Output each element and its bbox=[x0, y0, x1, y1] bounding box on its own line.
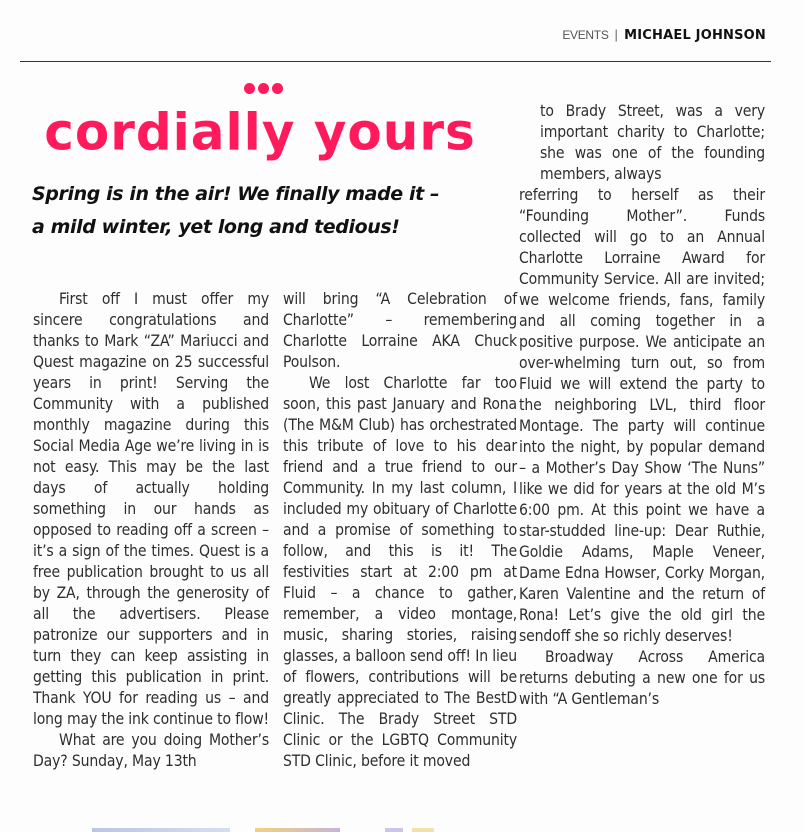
bottom-image-strip bbox=[92, 828, 230, 832]
article-column-3-top bbox=[540, 101, 765, 185]
article-column-1 bbox=[33, 289, 269, 772]
paragraph: will bring “A Celebration of Charlotte” – remembering Charlotte Lorraine AKA Chuck Poulson. bbox=[283, 290, 517, 371]
page-header bbox=[562, 27, 766, 43]
bottom-image-strip bbox=[255, 828, 340, 832]
dot-icon bbox=[258, 83, 269, 94]
paragraph: First off I must offer my sincere congratulations and thanks to Mark “ZA” Mariucci and Quest magazine on 25 successful years in print! Serving the Community with a published monthly magazine during this Social Media Age we’re living in is not easy. This may be the last days of actually holding something in our hands as opposed to reading off a screen – it’s a sign of the times. Quest is a free publication brought to us all by ZA, through the generosity of all the advertisers. Please patronize our supporters and in turn they can keep assisting in getting this publication in print. Thank YOU for reading us – and long may the ink continue to flow! bbox=[33, 290, 270, 728]
paragraph: referring to herself as their “Founding Mother”. Funds collected will go to an Annual Charlotte Lorraine Award for Community Service. All are invited; we welcome friends, fans, family and all coming together in a positive purpose. We anticipate an over-whelming turn out, so from Fluid we will extend the party to the neighboring LVL, third floor Montage. The party will continue into the night, by popular demand – a Mother’s Day Show ‘The Nuns” like we did for years at the old M’s 6:00 pm. At this point we have a star-studded line-up: Dear Ruthie, Goldie Adams, Maple Veneer, Dame Edna Howser, Corky Morgan, Karen Valentine and the return of Rona! Let’s give the old girl the sendoff she so richly deserves! bbox=[519, 186, 765, 645]
paragraph: We lost Charlotte far too soon, this past January and Rona (The M&M Club) has orchestrated this tribute of love to his dear friend and a true friend to our Community. In my last column, I included my obituary of Charlotte and a promise of something to follow, and this is it! The festivities start at 2:00 pm at Fluid – a chance to gather, remember, a video montage, music, sharing stories, raising glasses, a balloon send off! In lieu of flowers, contributions will be greatly appreciated to The BestD Clinic. The Brady Street STD Clinic or the LGBTQ Community STD Clinic, before it moved bbox=[283, 374, 517, 770]
header-separator: | bbox=[614, 27, 619, 42]
section-label: EVENTS bbox=[562, 28, 609, 42]
dot-icon bbox=[244, 83, 255, 94]
paragraph: to Brady Street, was a very important charity to Charlotte; she was one of the founding members, always bbox=[540, 102, 765, 183]
paragraph: Broadway Across America returns debuting a new one for us with “A Gentleman’s bbox=[519, 648, 765, 708]
subtitle-line-1: Spring is in the air! We finally made it – bbox=[32, 183, 440, 205]
dot-icon bbox=[272, 83, 283, 94]
bottom-image-strip bbox=[385, 828, 403, 832]
article-column-2 bbox=[283, 289, 517, 772]
title-dots-ornament bbox=[244, 83, 283, 94]
subtitle-line-2: a mild winter, yet long and tedious! bbox=[32, 216, 400, 238]
article-column-3 bbox=[519, 185, 765, 710]
article-title: cordially yours bbox=[44, 102, 476, 162]
header-rule bbox=[20, 61, 771, 62]
paragraph: What are you doing Mother’s Day? Sunday, May 13th bbox=[33, 731, 269, 770]
article-subtitle bbox=[32, 178, 512, 244]
bottom-image-strip bbox=[412, 828, 434, 832]
author-name: MICHAEL JOHNSON bbox=[624, 28, 766, 43]
